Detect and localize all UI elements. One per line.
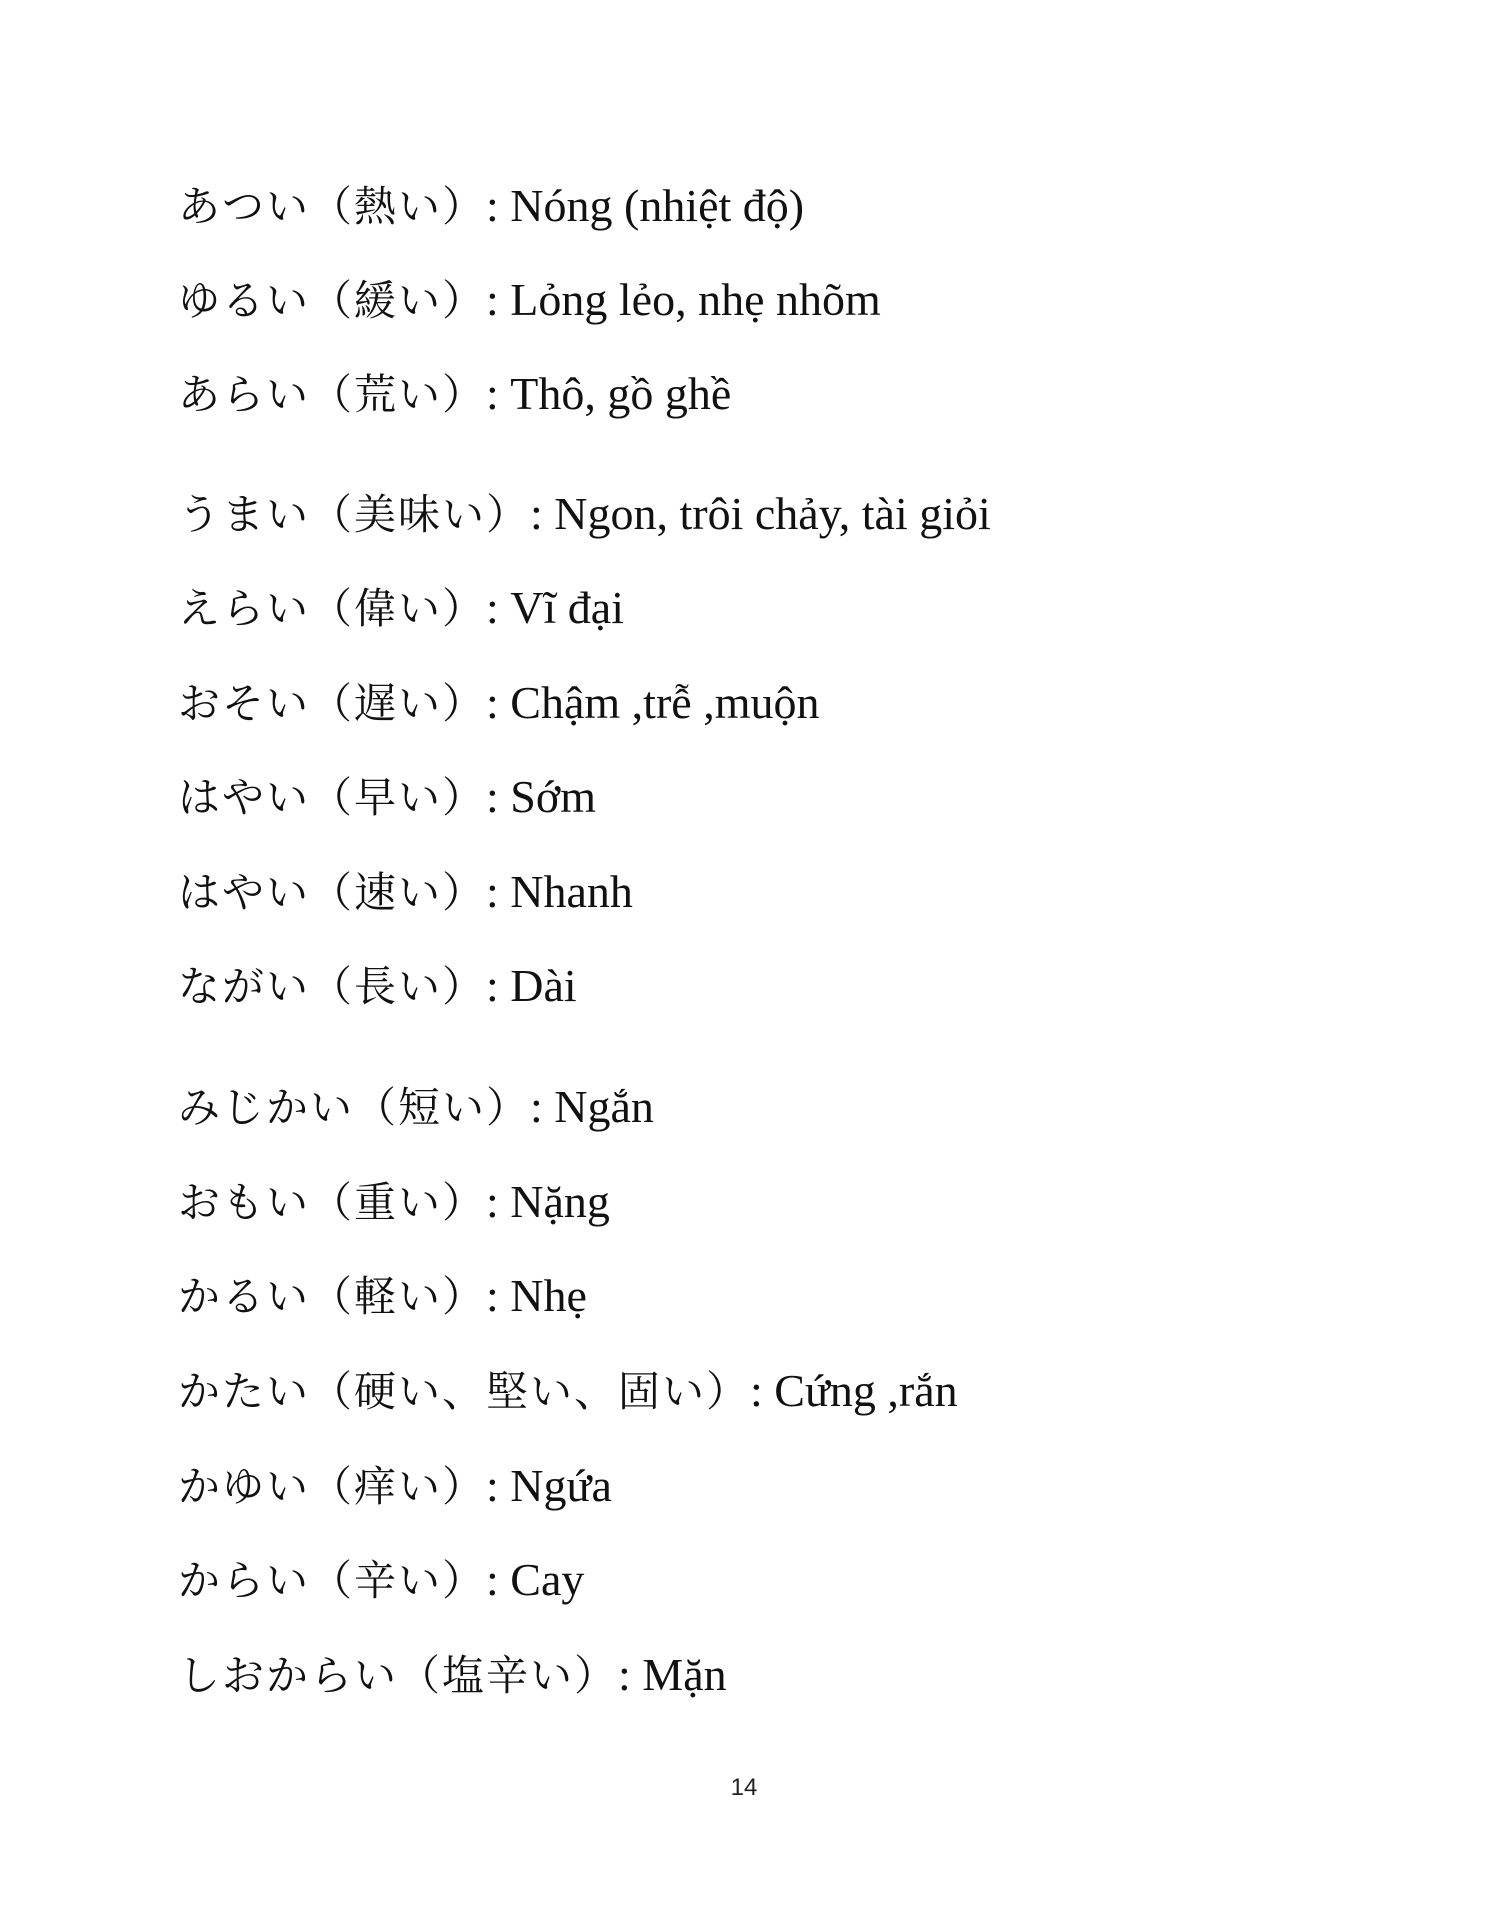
japanese-term: おもい（重い） — [178, 1178, 487, 1227]
vietnamese-meaning: : Nhẹ — [486, 1270, 587, 1321]
vocab-entry — [178, 1365, 958, 1425]
japanese-term: みじかい（短い） — [178, 1083, 531, 1132]
vocab-entry — [178, 866, 633, 926]
japanese-term: えらい（偉い） — [178, 584, 487, 633]
vietnamese-meaning: : Ngon, trôi chảy, tài giỏi — [530, 488, 991, 539]
japanese-term: かたい（硬い、堅い、固い） — [178, 1367, 751, 1416]
japanese-term: かゆい（痒い） — [178, 1462, 487, 1511]
vietnamese-meaning: : Thô, gồ ghề — [486, 368, 732, 419]
vocab-entry — [178, 1270, 587, 1330]
vocab-entry — [178, 582, 624, 642]
japanese-term: あつい（熱い） — [178, 182, 487, 231]
japanese-term: はやい（早い） — [178, 773, 487, 822]
vietnamese-meaning: : Nóng (nhiệt độ) — [486, 180, 805, 231]
vocab-entry — [178, 1649, 727, 1709]
vietnamese-meaning: : Dài — [486, 960, 577, 1011]
vietnamese-meaning: : Ngắn — [530, 1081, 654, 1132]
japanese-term: からい（辛い） — [178, 1556, 487, 1605]
page-number: 14 — [730, 1774, 758, 1801]
japanese-term: おそい（遅い） — [178, 679, 487, 728]
vocab-entry — [178, 274, 881, 334]
vocab-entry — [178, 488, 991, 548]
vocab-entry — [178, 960, 577, 1020]
vietnamese-meaning: : Sớm — [486, 771, 596, 822]
vietnamese-meaning: : Nhanh — [486, 866, 633, 917]
japanese-term: あらい（荒い） — [178, 370, 487, 419]
vietnamese-meaning: : Ngứa — [486, 1460, 612, 1511]
japanese-term: ながい（長い） — [178, 962, 487, 1011]
vocab-entry — [178, 180, 804, 240]
japanese-term: ゆるい（緩い） — [178, 276, 487, 325]
vocab-entry — [178, 1176, 610, 1236]
vocab-entry — [178, 1081, 654, 1141]
vocab-entry — [178, 1554, 584, 1614]
vocab-entry — [178, 1460, 612, 1520]
vocab-entry — [178, 677, 819, 737]
japanese-term: うまい（美味い） — [178, 490, 531, 539]
vietnamese-meaning: : Lỏng lẻo, nhẹ nhõm — [486, 274, 881, 325]
vietnamese-meaning: : Cay — [486, 1554, 585, 1605]
japanese-term: しおからい（塩辛い） — [178, 1651, 619, 1700]
vietnamese-meaning: : Mặn — [618, 1649, 727, 1700]
vocab-entry — [178, 368, 731, 428]
japanese-term: はやい（速い） — [178, 868, 487, 917]
vietnamese-meaning: : Cứng ,rắn — [750, 1365, 958, 1416]
japanese-term: かるい（軽い） — [178, 1272, 487, 1321]
vocab-entry — [178, 771, 596, 831]
vietnamese-meaning: : Nặng — [486, 1176, 610, 1227]
vietnamese-meaning: : Vĩ đại — [486, 582, 624, 633]
vietnamese-meaning: : Chậm ,trễ ,muộn — [486, 677, 820, 728]
